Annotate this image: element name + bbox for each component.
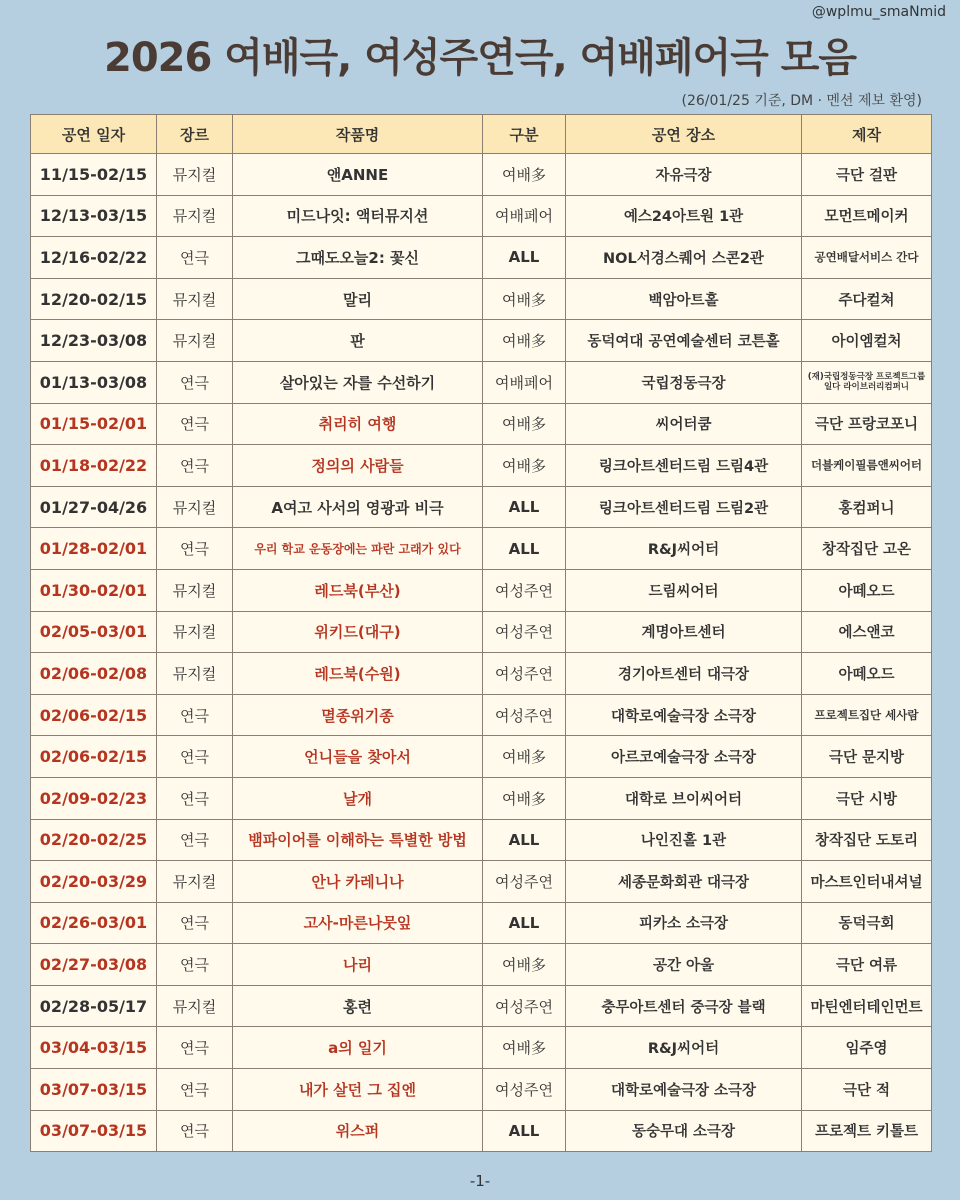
cell-date: 02/20-03/29: [31, 861, 157, 903]
cell-kind: 여성주연: [483, 985, 566, 1027]
cell-maker: 아떼오드: [802, 653, 932, 695]
cell-date: 12/16-02/22: [31, 237, 157, 279]
cell-date: 12/13-03/15: [31, 195, 157, 237]
cell-kind: 여배페어: [483, 361, 566, 403]
table-row: [31, 902, 932, 944]
cell-venue: 예스24아트원 1관: [566, 195, 802, 237]
cell-date: 12/23-03/08: [31, 320, 157, 362]
table-row: [31, 694, 932, 736]
cell-date: 03/07-03/15: [31, 1110, 157, 1152]
table-row: [31, 195, 932, 237]
cell-venue: 드림씨어터: [566, 569, 802, 611]
cell-maker: 홍컴퍼니: [802, 486, 932, 528]
cell-genre: 뮤지컬: [157, 486, 233, 528]
cell-kind: 여성주연: [483, 1069, 566, 1111]
cell-kind: 여성주연: [483, 611, 566, 653]
table-row: [31, 653, 932, 695]
page-title: 2026 여배극, 여성주연극, 여배페어극 모음: [103, 35, 857, 81]
table-row: [31, 237, 932, 279]
cell-kind: 여배多: [483, 1027, 566, 1069]
cell-kind: 여배多: [483, 736, 566, 778]
table-row: [31, 278, 932, 320]
cell-kind: 여성주연: [483, 861, 566, 903]
cell-title: 날개: [233, 777, 483, 819]
cell-title: 나리: [233, 944, 483, 986]
cell-date: 02/06-02/08: [31, 653, 157, 695]
cell-title: 레드북(부산): [233, 569, 483, 611]
cell-kind: 여성주연: [483, 694, 566, 736]
cell-genre: 연극: [157, 403, 233, 445]
cell-venue: R&J씨어터: [566, 528, 802, 570]
table-row: [31, 1110, 932, 1152]
cell-genre: 뮤지컬: [157, 195, 233, 237]
cell-venue: 대학로 브이씨어터: [566, 777, 802, 819]
cell-maker: 극단 시방: [802, 777, 932, 819]
cell-genre: 뮤지컬: [157, 653, 233, 695]
cell-venue: NOL서경스퀘어 스콘2관: [566, 237, 802, 279]
cell-title: 정의의 사람들: [233, 445, 483, 487]
table-row: [31, 1069, 932, 1111]
cell-venue: 동숭무대 소극장: [566, 1110, 802, 1152]
cell-kind: 여성주연: [483, 653, 566, 695]
cell-maker: 프로젝트 키톨트: [802, 1110, 932, 1152]
cell-maker: 에스앤코: [802, 611, 932, 653]
cell-maker: 아이엠컬처: [802, 320, 932, 362]
table-row: [31, 569, 932, 611]
cell-maker: 공연배달서비스 간다: [802, 237, 932, 279]
cell-maker: 극단 여류: [802, 944, 932, 986]
table-row: [31, 944, 932, 986]
cell-genre: 연극: [157, 902, 233, 944]
cell-genre: 연극: [157, 361, 233, 403]
table-row: [31, 777, 932, 819]
cell-title: 내가 살던 그 집엔: [233, 1069, 483, 1111]
table-row: [31, 445, 932, 487]
cell-maker: 극단 프랑코포니: [802, 403, 932, 445]
cell-venue: 링크아트센터드림 드림2관: [566, 486, 802, 528]
table-row: [31, 486, 932, 528]
cell-venue: 계명아트센터: [566, 611, 802, 653]
cell-title: 언니들을 찾아서: [233, 736, 483, 778]
table-row: [31, 1027, 932, 1069]
cell-genre: 뮤지컬: [157, 569, 233, 611]
cell-venue: 피카소 소극장: [566, 902, 802, 944]
cell-genre: 연극: [157, 944, 233, 986]
cell-date: 02/06-02/15: [31, 736, 157, 778]
cell-date: 11/15-02/15: [31, 154, 157, 196]
cell-kind: 여배多: [483, 777, 566, 819]
cell-date: 02/26-03/01: [31, 902, 157, 944]
table-row: [31, 528, 932, 570]
cell-venue: 자유극장: [566, 154, 802, 196]
page-subtitle: (26/01/25 기준, DM · 멘션 제보 환영): [681, 93, 922, 109]
cell-maker: 창작집단 도토리: [802, 819, 932, 861]
cell-maker: 모먼트메이커: [802, 195, 932, 237]
cell-genre: 연극: [157, 736, 233, 778]
cell-venue: 아르코예술극장 소극장: [566, 736, 802, 778]
cell-venue: 국립정동극장: [566, 361, 802, 403]
cell-title: 살아있는 자를 수선하기: [233, 361, 483, 403]
header-date: 공연 일자: [31, 115, 157, 154]
cell-maker: 극단 문지방: [802, 736, 932, 778]
cell-venue: 세종문화회관 대극장: [566, 861, 802, 903]
cell-date: 02/27-03/08: [31, 944, 157, 986]
cell-genre: 연극: [157, 237, 233, 279]
table-row: [31, 154, 932, 196]
cell-venue: 링크아트센터드림 드림4관: [566, 445, 802, 487]
cell-title: 멸종위기종: [233, 694, 483, 736]
cell-title: 미드나잇: 액터뮤지션: [233, 195, 483, 237]
cell-date: 12/20-02/15: [31, 278, 157, 320]
cell-kind: 여배多: [483, 278, 566, 320]
cell-genre: 뮤지컬: [157, 611, 233, 653]
header-maker: 제작: [802, 115, 932, 154]
cell-kind: ALL: [483, 902, 566, 944]
cell-genre: 연극: [157, 1069, 233, 1111]
table-row: [31, 403, 932, 445]
cell-date: 01/28-02/01: [31, 528, 157, 570]
cell-kind: 여배多: [483, 944, 566, 986]
cell-date: 03/07-03/15: [31, 1069, 157, 1111]
cell-title: a의 일기: [233, 1027, 483, 1069]
cell-kind: ALL: [483, 1110, 566, 1152]
cell-title: A여고 사서의 영광과 비극: [233, 486, 483, 528]
cell-genre: 뮤지컬: [157, 861, 233, 903]
cell-maker: 아떼오드: [802, 569, 932, 611]
cell-date: 02/09-02/23: [31, 777, 157, 819]
cell-title: 우리 학교 운동장에는 파란 고래가 있다: [233, 528, 483, 570]
table-row: [31, 320, 932, 362]
cell-venue: 나인진홀 1관: [566, 819, 802, 861]
cell-maker: 주다컬쳐: [802, 278, 932, 320]
cell-genre: 연극: [157, 528, 233, 570]
cell-maker: 프로젝트집단 세사람: [802, 694, 932, 736]
cell-title: 앤ANNE: [233, 154, 483, 196]
cell-date: 02/05-03/01: [31, 611, 157, 653]
cell-venue: 대학로예술극장 소극장: [566, 1069, 802, 1111]
cell-venue: 경기아트센터 대극장: [566, 653, 802, 695]
cell-title: 고사-마른나뭇잎: [233, 902, 483, 944]
cell-venue: 충무아트센터 중극장 블랙: [566, 985, 802, 1027]
cell-genre: 뮤지컬: [157, 278, 233, 320]
cell-title: 레드북(수원): [233, 653, 483, 695]
cell-maker: 극단 걸판: [802, 154, 932, 196]
cell-date: 01/13-03/08: [31, 361, 157, 403]
table-row: [31, 819, 932, 861]
cell-date: 01/15-02/01: [31, 403, 157, 445]
cell-title: 말리: [233, 278, 483, 320]
cell-venue: 백암아트홀: [566, 278, 802, 320]
cell-venue: 동덕여대 공연예술센터 코튼홀: [566, 320, 802, 362]
table-row: [31, 985, 932, 1027]
cell-venue: 씨어터쿰: [566, 403, 802, 445]
cell-title: 안나 카레니나: [233, 861, 483, 903]
cell-venue: 대학로예술극장 소극장: [566, 694, 802, 736]
cell-maker: 동덕극회: [802, 902, 932, 944]
cell-kind: ALL: [483, 486, 566, 528]
table-body: [31, 154, 932, 1152]
header-kind: 구분: [483, 115, 566, 154]
cell-maker: 더블케이필름앤씨어터: [802, 445, 932, 487]
cell-maker: 창작집단 고온: [802, 528, 932, 570]
cell-kind: ALL: [483, 528, 566, 570]
cell-title: 그때도오늘2: 꽃신: [233, 237, 483, 279]
header-genre: 장르: [157, 115, 233, 154]
cell-genre: 연극: [157, 694, 233, 736]
cell-maker: 마스트인터내셔널: [802, 861, 932, 903]
cell-date: 01/27-04/26: [31, 486, 157, 528]
cell-date: 01/30-02/01: [31, 569, 157, 611]
table-row: [31, 361, 932, 403]
cell-kind: 여배페어: [483, 195, 566, 237]
cell-genre: 연극: [157, 1110, 233, 1152]
header-title: 작품명: [233, 115, 483, 154]
cell-kind: 여배多: [483, 445, 566, 487]
cell-date: 01/18-02/22: [31, 445, 157, 487]
cell-kind: 여배多: [483, 154, 566, 196]
cell-genre: 뮤지컬: [157, 985, 233, 1027]
cell-kind: 여성주연: [483, 569, 566, 611]
cell-genre: 뮤지컬: [157, 320, 233, 362]
cell-title: 취리히 여행: [233, 403, 483, 445]
author-handle: @wplmu_smaNmid: [811, 4, 946, 20]
cell-maker: 마틴엔터테인먼트: [802, 985, 932, 1027]
header-venue: 공연 장소: [566, 115, 802, 154]
cell-title: 위키드(대구): [233, 611, 483, 653]
cell-venue: R&J씨어터: [566, 1027, 802, 1069]
table-row: [31, 861, 932, 903]
table-header-row: [31, 115, 932, 154]
table-row: [31, 611, 932, 653]
page-number: -1-: [469, 1172, 491, 1190]
cell-date: 02/20-02/25: [31, 819, 157, 861]
cell-maker: (재)국립정동극장 프로젝트그룹일다 라이브러리컴퍼니: [802, 361, 932, 403]
cell-date: 03/04-03/15: [31, 1027, 157, 1069]
cell-title: 위스퍼: [233, 1110, 483, 1152]
cell-genre: 뮤지컬: [157, 154, 233, 196]
performance-table: [30, 114, 932, 1152]
cell-genre: 연극: [157, 777, 233, 819]
cell-maker: 임주영: [802, 1027, 932, 1069]
cell-venue: 공간 아울: [566, 944, 802, 986]
cell-genre: 연극: [157, 445, 233, 487]
cell-genre: 연극: [157, 1027, 233, 1069]
cell-kind: ALL: [483, 237, 566, 279]
cell-kind: ALL: [483, 819, 566, 861]
table-row: [31, 736, 932, 778]
cell-title: 뱀파이어를 이해하는 특별한 방법: [233, 819, 483, 861]
cell-title: 판: [233, 320, 483, 362]
cell-date: 02/28-05/17: [31, 985, 157, 1027]
cell-kind: 여배多: [483, 403, 566, 445]
cell-date: 02/06-02/15: [31, 694, 157, 736]
cell-kind: 여배多: [483, 320, 566, 362]
cell-genre: 연극: [157, 819, 233, 861]
cell-maker: 극단 적: [802, 1069, 932, 1111]
cell-title: 홍련: [233, 985, 483, 1027]
